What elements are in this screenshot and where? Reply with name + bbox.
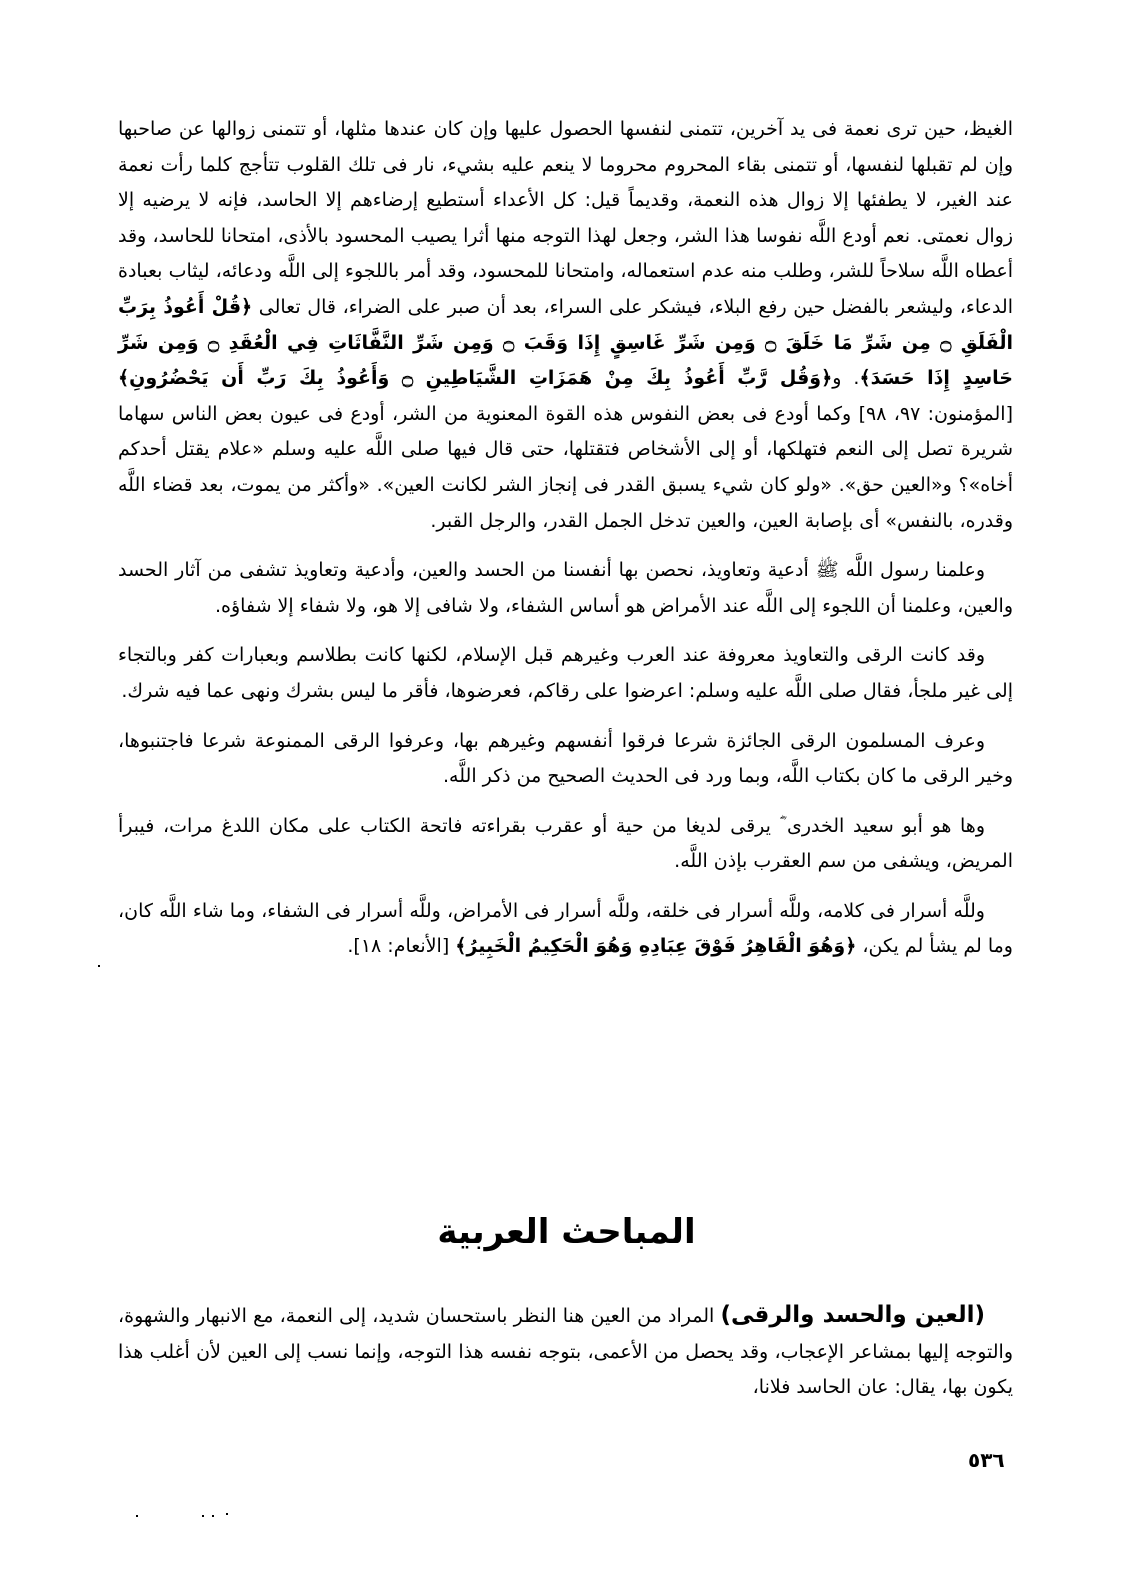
scan-speck (98, 965, 100, 967)
paragraph-text: وللَّه أسرار فى كلامه، وللَّه أسرار فى خلقه، وللَّه أسرار فى الأمراض، وللَّه أسرار فى الشفاء، وما شاء اللَّه كان، وما لم يشأ لم يكن، (118, 899, 1013, 958)
scan-speck (202, 1515, 204, 1517)
scan-speck (226, 1513, 228, 1515)
paragraph-text: الغيظ، حين ترى نعمة فى يد آخرين، تتمنى لنفسها الحصول عليها وإن كان عندها مثلها، أو تتمنى زوالها عن صاحبها وإن لم تقبلها لنفسها، أو تتمنى بقاء المحروم محروما لا ينعم عليه بشيء، نار فى تلك القلوب تتأجج كلما رأت نعمة عند الغير، لا يطفئها إلا زوال هذه النعمة، وقديماً قيل: كل الأعداء أستطيع إرضاءهم إلا الحاسد، فإنه لا يرضيه إلا زوال نعمتى. نعم أودع اللَّه نفوسا هذا الشر، وجعل لهذا التوجه منها أثرا يصيب المحسود بالأذى، امتحانا للحاسد، وقد أعطاه اللَّه سلاحاً للشر، وطلب منه عدم استعماله، وامتحانا للمحسود، وقد أمر باللجوء إلى اللَّه ودعائه، ليثاب بعبادة الدعاء، وليشعر بالفضل حين رفع البلاء، فيشكر على السراء، بعد أن صبر على الضراء، قال تعالى (118, 118, 1013, 318)
quran-verse-falaq: ﴿قُلْ أَعُوذُ بِرَبِّ الْفَلَقِ ۝ مِن شَرِّ مَا خَلَقَ ۝ وَمِن شَرِّ غَاسِقٍ إِذَا وَقَبَ ۝ وَمِن شَرِّ النَّفَّاثَاتِ فِي الْعُقَدِ ۝ وَمِن شَرِّ حَاسِدٍ إِذَا حَسَدَ﴾ (118, 295, 1013, 390)
scan-speck (212, 1515, 214, 1517)
paragraph-text: [الأنعام: ١٨]. (347, 935, 456, 958)
paragraph-5 (118, 809, 1013, 880)
paragraph-text: وعرف المسلمون الرقى الجائزة شرعا فرقوا أنفسهم وغيرهم بها، وعرفوا الرقى الممنوعة شرعا فاجتنبوها، وخير الرقى ما كان بكتاب اللَّه، وبما ورد فى الحديث الصحيح من ذكر اللَّه. (118, 729, 1013, 788)
quran-verse-muminun: ﴿وَقُل رَّبِّ أَعُوذُ بِكَ مِنْ هَمَزَاتِ الشَّيَاطِينِ ۝ وَأَعُوذُ بِكَ رَبِّ أَن يَحْضُرُونِ﴾ (118, 367, 833, 390)
body-text (118, 112, 1013, 965)
section-paragraph (118, 1298, 1013, 1406)
paragraph-text: وعلمنا رسول اللَّه ﷺ أدعية وتعاويذ، نحصن بها أنفسنا من الحسد والعين، وأدعية وتعاويذ تشفى من آثار الحسد والعين، وعلمنا أن اللجوء إلى اللَّه عند الأمراض هو أساس الشفاء، ولا شافى إلا هو، ولا شفاء إلا شفاؤه. (118, 559, 1013, 617)
paragraph-text: وقد كانت الرقى والتعاويذ معروفة عند العرب وغيرهم قبل الإسلام، لكنها كانت بطلاسم وبعبارات كفر وبالتجاء إلى غير ملجأ، فقال صلى اللَّه عليه وسلم: اعرضوا على رقاكم، فعرضوها، فأقر ما ليس بشرك ونهى عما فيه شرك. (118, 644, 1013, 702)
page-number: ٥٣٦ (968, 1448, 1005, 1472)
section-text: المراد من العين هنا النظر باستحسان شديد، إلى النعمة، مع الانبهار والشهوة، والتوجه إليها بمشاعر الإعجاب، وقد يحصل من الأعمى، بتوجه نفسه هذا التوجه، وإنما نسب إلى العين لأن أغلب هذا يكون بها، يقال: عان الحاسد فلانا، (118, 1305, 1013, 1399)
scan-speck (136, 1515, 138, 1517)
paragraph-2 (118, 553, 1013, 624)
paragraph-text: [المؤمنون: ٩٧، ٩٨] وكما أودع فى بعض النفوس هذه القوة المعنوية من الشر، أودع فى عيون بعض الناس سهاما شريرة تصل إلى النعم فتهلكها، أو إلى الأشخاص فتقتلها، حتى قال فيها صلى اللَّه عليه وسلم «علام يقتل أحدكم أخاه»؟ و«العين حق». «ولو كان شيء يسبق القدر فى إنجاز الشر لكانت العين». «وأكثر من يموت، بعد قضاء اللَّه وقدره، بالنفس» أى بإصابة العين، والعين تدخل الجمل القدر، والرجل القبر. (118, 402, 1013, 532)
paragraph-1 (118, 112, 1013, 539)
section-body (118, 1298, 1013, 1406)
paragraph-6 (118, 894, 1013, 965)
section-heading: المباحث العربية (437, 1212, 696, 1252)
quran-verse-anam: ﴿وَهُوَ الْقَاهِرُ فَوْقَ عِبَادِهِ وَهُوَ الْحَكِيمُ الْخَبِيرُ﴾ (455, 935, 857, 958)
paragraph-3 (118, 638, 1013, 709)
paragraph-4 (118, 724, 1013, 795)
paragraph-text: وها هو أبو سعيد الخدرى ؓ يرقى لديغا من حية أو عقرب بقراءته فاتحة الكتاب على مكان اللدغ مرات، فيبرأ المريض، ويشفى من سم العقرب بإذن اللَّه. (118, 814, 1013, 873)
section-term: (العين والحسد والرقى) (720, 1302, 985, 1328)
paragraph-text: . و (832, 367, 860, 390)
